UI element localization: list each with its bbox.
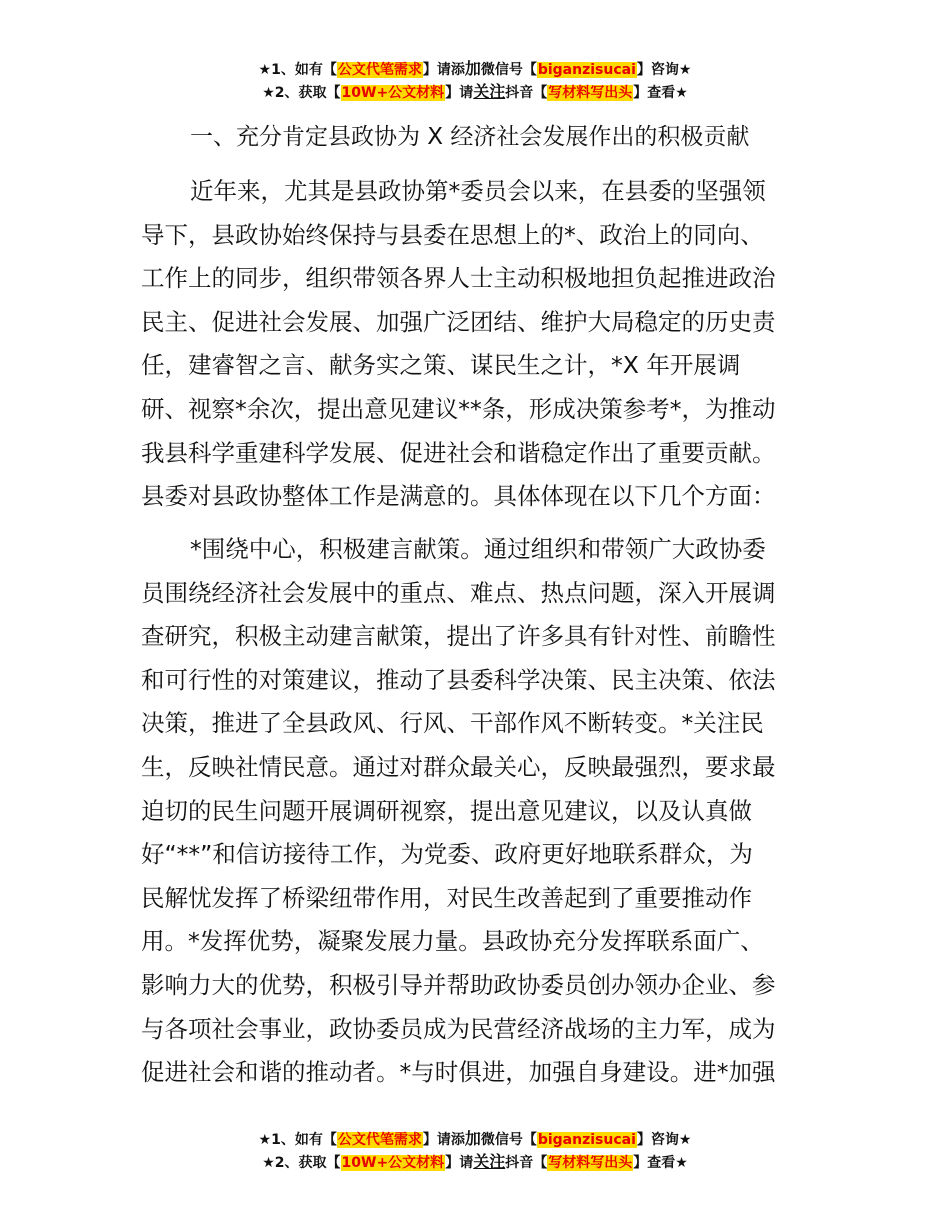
text-line: 用。*发挥优势，凝聚发展力量。县政协充分发挥联系面广、: [141, 927, 764, 956]
bracket: 】: [636, 62, 651, 78]
text-line: 查研究，积极主动建言献策，提出了许多具有针对性、前瞻性: [141, 622, 776, 651]
banner-text: 请: [459, 85, 474, 101]
text-line: 近年来，尤其是县政协第*委员会以来，在县委的坚强领: [190, 177, 766, 205]
banner-text: ★2、获取: [262, 85, 327, 101]
text-line: 任，建睿智之言、献务实之策、谋民生之计，*X 年开展调: [141, 351, 741, 380]
footer-banner: [0, 1128, 950, 1174]
banner-text-emph: 加: [464, 59, 481, 78]
bracket: 】: [636, 1132, 651, 1148]
banner-text: 查看★: [647, 1155, 688, 1171]
paragraph-1: [141, 170, 811, 519]
text-line: 工作上的同步，组织带领各界人士主动积极地担负起推进政治: [141, 264, 776, 293]
banner-text: ★2、获取: [262, 1155, 327, 1171]
banner-text-emph: 关注: [473, 82, 506, 101]
bracket: 【: [326, 1155, 341, 1171]
section-heading: 一、充分肯定县政协为 X 经济社会发展作出的积极贡献: [190, 124, 750, 150]
text-line: 好“**”和信访接待工作，为党委、政府更好地联系群众，为: [141, 840, 753, 869]
text-line: 影响力大的优势，积极引导并帮助政协委员创办领办企业、参: [141, 970, 776, 999]
banner-text: ★1、如有: [258, 62, 323, 78]
highlight-service: 公文代笔需求: [337, 62, 422, 78]
highlight-wechat-id: biganzisucai: [537, 62, 636, 78]
text-line: 与各项社会事业，政协委员成为民营经济战场的主力军，成为: [141, 1014, 776, 1043]
highlight-materials: 10W+公文材料: [341, 1155, 445, 1171]
banner-text: ★1、如有: [258, 1132, 323, 1148]
bracket: 】: [422, 1132, 437, 1148]
bracket: 】: [633, 85, 648, 101]
banner-text: 抖音: [505, 1155, 534, 1171]
bracket: 】: [633, 1155, 648, 1171]
bracket: 【: [522, 62, 537, 78]
banner-text: 抖音: [505, 85, 534, 101]
header-banner: [0, 58, 950, 104]
banner-text: 微信号: [480, 62, 523, 78]
text-line: 民解忧发挥了桥梁纽带作用，对民生改善起到了重要推动作: [141, 883, 752, 912]
bracket: 【: [522, 1132, 537, 1148]
bracket: 【: [322, 1132, 337, 1148]
text-line: 导下，县政协始终保持与县委在思想上的*、政治上的同向、: [141, 220, 764, 249]
highlight-douyin-id: 写材料写出头: [548, 85, 633, 101]
bracket: 】: [445, 85, 460, 101]
banner-text: 咨询★: [650, 62, 692, 78]
highlight-materials: 10W+公文材料: [341, 85, 445, 101]
banner-text: 咨询★: [650, 1132, 692, 1148]
text-line: 和可行性的对策建议，推动了县委科学决策、民主决策、依法: [141, 665, 776, 694]
bracket: 】: [445, 1155, 460, 1171]
text-line: 生，反映社情民意。通过对群众最关心，反映最强烈，要求最: [141, 752, 776, 781]
highlight-service: 公文代笔需求: [337, 1132, 422, 1148]
paragraph-2: [141, 528, 811, 1095]
text-line: 迫切的民生问题开展调研视察，提出意见建议，以及认真做: [141, 796, 752, 825]
banner-text: 请: [459, 1155, 474, 1171]
highlight-douyin-id: 写材料写出头: [548, 1155, 633, 1171]
banner-text: 查看★: [647, 85, 688, 101]
bracket: 【: [322, 62, 337, 78]
highlight-wechat-id: biganzisucai: [537, 1132, 636, 1148]
text-line: 促进社会和谐的推动者。*与时俱进，加强自身建设。进*加强: [141, 1058, 776, 1087]
bracket: 【: [533, 1155, 548, 1171]
banner-text: 微信号: [480, 1132, 523, 1148]
text-line: *围绕中心，积极建言献策。通过组织和带领广大政协委: [190, 535, 766, 563]
banner-line-2: [0, 1151, 950, 1174]
banner-text: 请添: [436, 1132, 465, 1148]
text-line: 研、视察*余次，提出意见建议**条，形成决策参考*，为推动: [141, 394, 776, 423]
banner-line-1: [0, 58, 950, 81]
text-line: 民主、促进社会发展、加强广泛团结、维护大局稳定的历史责: [141, 307, 776, 336]
bracket: 【: [533, 85, 548, 101]
bracket: 【: [326, 85, 341, 101]
banner-text-emph: 加: [464, 1129, 481, 1148]
banner-line-2: [0, 81, 950, 104]
text-line: 县委对县政协整体工作是满意的。具体体现在以下几个方面：: [141, 482, 776, 511]
text-line: 决策，推进了全县政风、行风、干部作风不断转变。*关注民: [141, 709, 764, 738]
text-line: 我县科学重建科学发展、促进社会和谐稳定作出了重要贡献。: [141, 438, 776, 467]
banner-line-1: [0, 1128, 950, 1151]
banner-text: 请添: [436, 62, 465, 78]
bracket: 】: [422, 62, 437, 78]
banner-text-emph: 关注: [473, 1152, 506, 1171]
text-line: 员围绕经济社会发展中的重点、难点、热点问题，深入开展调: [141, 578, 776, 607]
